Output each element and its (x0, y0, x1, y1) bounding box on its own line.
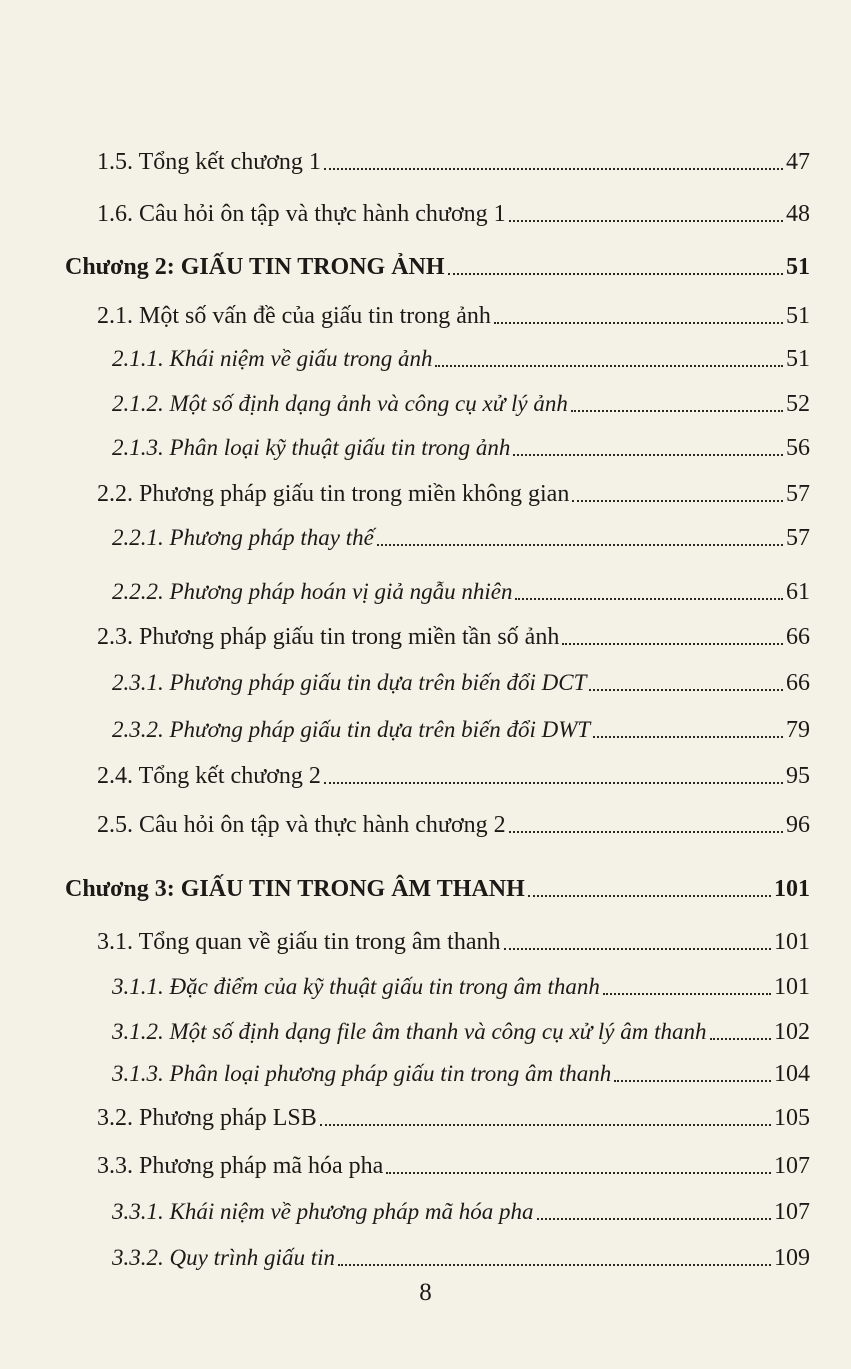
toc-entry-page: 79 (786, 717, 810, 743)
toc-entry-title: 3.1. Tổng quan về giấu tin trong âm thanh (97, 929, 501, 955)
toc-dot-leader (448, 247, 783, 275)
toc-entry-title: 1.6. Câu hỏi ôn tập và thực hành chương 1 (97, 201, 506, 227)
toc-entry-page: 109 (774, 1245, 810, 1271)
toc-entry-title: 3.3.2. Quy trình giấu tin (112, 1245, 335, 1270)
toc-entry-page: 51 (786, 346, 810, 372)
toc-chapter-entry (65, 247, 810, 287)
toc-section-entry (97, 194, 810, 234)
toc-dot-leader (589, 663, 783, 691)
toc-section-entry (97, 296, 810, 336)
toc-entry-title: 2.4. Tổng kết chương 2 (97, 763, 321, 789)
toc-subsection-entry (112, 710, 810, 750)
toc-dot-leader (509, 805, 783, 833)
toc-entry-title: 3.1.2. Một số định dạng file âm thanh và công cụ xử lý âm thanh (112, 1019, 707, 1044)
toc-dot-leader (377, 518, 783, 546)
toc-section-entry (97, 617, 810, 657)
toc-dot-leader (386, 1146, 771, 1174)
toc-entry-title: 2.2.2. Phương pháp hoán vị giả ngẫu nhiên (112, 579, 513, 604)
toc-dot-leader (324, 756, 783, 784)
toc-dot-leader (494, 296, 783, 324)
toc-entry-title: 3.2. Phương pháp LSB (97, 1105, 317, 1131)
toc-dot-leader (504, 922, 772, 950)
toc-dot-leader (562, 617, 783, 645)
toc-entry-page: 61 (786, 579, 810, 605)
toc-entry-title: 2.3.2. Phương pháp giấu tin dựa trên biến đổi DWT (112, 717, 591, 742)
toc-entry-title: 2.5. Câu hỏi ôn tập và thực hành chương 2 (97, 812, 506, 838)
toc-entry-title: 2.1. Một số vấn đề của giấu tin trong ảnh (97, 303, 491, 329)
toc-entry-page: 107 (774, 1153, 810, 1179)
toc-subsection-entry (112, 339, 810, 379)
toc-entry-page: 57 (786, 481, 810, 507)
toc-subsection-entry (112, 1054, 810, 1094)
toc-dot-leader (320, 1098, 771, 1126)
toc-entry-page: 57 (786, 525, 810, 551)
toc-entry-page: 101 (774, 974, 810, 1000)
toc-subsection-entry (112, 572, 810, 612)
toc-dot-leader (338, 1238, 771, 1266)
toc-entry-title: 3.3.1. Khái niệm về phương pháp mã hóa pha (112, 1199, 534, 1224)
toc-section-entry (97, 1098, 810, 1138)
toc-entry-title: 2.1.2. Một số định dạng ảnh và công cụ xử lý ảnh (112, 391, 568, 416)
toc-entry-title: 2.3. Phương pháp giấu tin trong miền tần số ảnh (97, 624, 560, 650)
toc-dot-leader (614, 1054, 771, 1082)
toc-subsection-entry (112, 1238, 810, 1278)
toc-entry-page: 107 (774, 1199, 810, 1225)
toc-section-entry (97, 1146, 810, 1186)
toc-dot-leader (710, 1012, 772, 1040)
toc-section-entry (97, 756, 810, 796)
toc-entry-page: 104 (774, 1061, 810, 1087)
toc-section-entry (97, 142, 810, 182)
toc-entry-title: 2.1.3. Phân loại kỹ thuật giấu tin trong ảnh (112, 435, 511, 460)
toc-entry-title: 3.1.3. Phân loại phương pháp giấu tin trong âm thanh (112, 1061, 612, 1086)
toc-entry-page: 105 (774, 1105, 810, 1131)
toc-entry-page: 51 (786, 303, 810, 329)
toc-dot-leader (571, 384, 783, 412)
toc-entry-page: 47 (786, 149, 810, 175)
toc-entry-page: 48 (786, 201, 810, 227)
toc-entry-title: 3.1.1. Đặc điểm của kỹ thuật giấu tin trong âm thanh (112, 974, 600, 999)
toc-subsection-entry (112, 967, 810, 1007)
toc-dot-leader (572, 474, 783, 502)
toc-subsection-entry (112, 663, 810, 703)
toc-entry-title: 1.5. Tổng kết chương 1 (97, 149, 321, 175)
toc-entry-title: 3.3. Phương pháp mã hóa pha (97, 1153, 384, 1179)
toc-entry-title: 2.1.1. Khái niệm về giấu trong ảnh (112, 346, 433, 371)
toc-entry-title: 2.3.1. Phương pháp giấu tin dựa trên biến đổi DCT (112, 670, 587, 695)
toc-subsection-entry (112, 518, 810, 558)
toc-section-entry (97, 922, 810, 962)
toc-entry-title: 2.2. Phương pháp giấu tin trong miền không gian (97, 481, 570, 507)
toc-dot-leader (515, 572, 783, 600)
toc-entry-page: 51 (786, 254, 810, 280)
toc-dot-leader (435, 339, 783, 367)
toc-entry-title: Chương 2: GIẤU TIN TRONG ẢNH (65, 254, 445, 280)
toc-dot-leader (537, 1192, 771, 1220)
toc-entry-title: Chương 3: GIẤU TIN TRONG ÂM THANH (65, 876, 525, 902)
toc-entry-page: 95 (786, 763, 810, 789)
toc-entry-page: 66 (786, 670, 810, 696)
toc-dot-leader (509, 194, 783, 222)
toc-entry-title: 2.2.1. Phương pháp thay thế (112, 525, 374, 550)
toc-entry-page: 101 (774, 876, 810, 902)
toc-entry-page: 101 (774, 929, 810, 955)
page-number: 8 (419, 1279, 432, 1306)
toc-entry-page: 102 (774, 1019, 810, 1045)
toc-dot-leader (528, 869, 771, 897)
toc-dot-leader (513, 428, 783, 456)
toc-chapter-entry (65, 869, 810, 909)
toc-section-entry (97, 805, 810, 845)
toc-entry-page: 96 (786, 812, 810, 838)
toc-dot-leader (324, 142, 783, 170)
toc-dot-leader (603, 967, 771, 995)
toc-section-entry (97, 474, 810, 514)
toc-subsection-entry (112, 1192, 810, 1232)
toc-entry-page: 56 (786, 435, 810, 461)
toc-entry-page: 66 (786, 624, 810, 650)
toc-dot-leader (593, 710, 783, 738)
toc-entry-page: 52 (786, 391, 810, 417)
toc-subsection-entry (112, 428, 810, 468)
toc-subsection-entry (112, 1012, 810, 1052)
toc-subsection-entry (112, 384, 810, 424)
